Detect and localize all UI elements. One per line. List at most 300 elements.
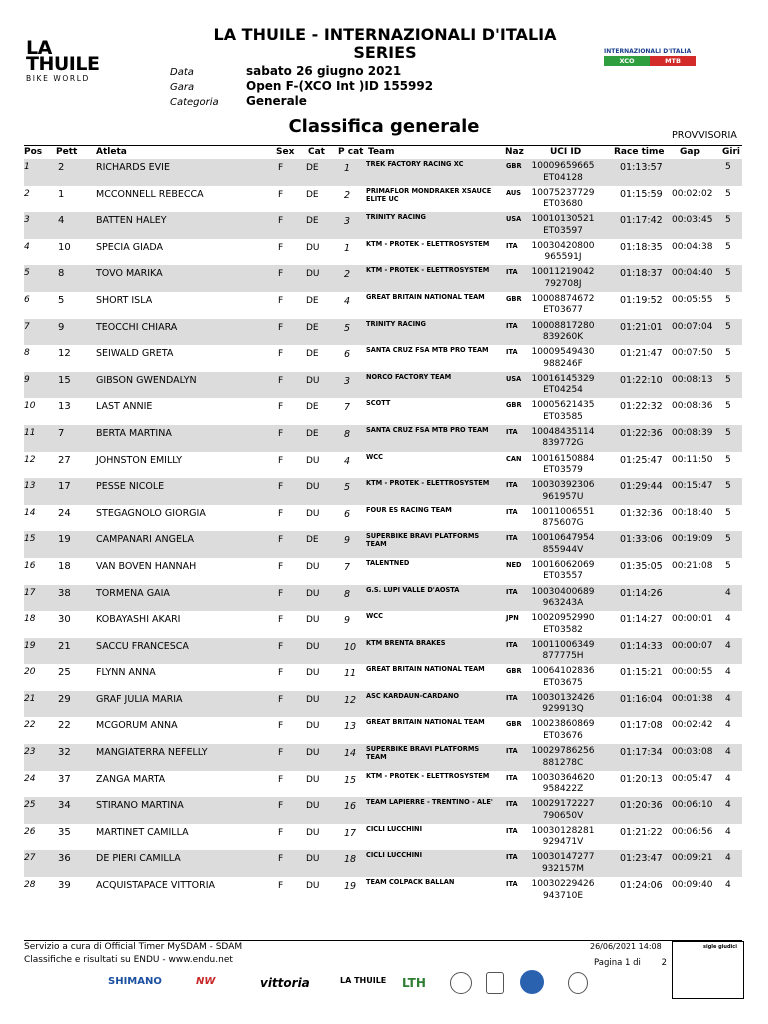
row-pcat: 1	[344, 163, 351, 174]
row-cat: DU	[306, 748, 320, 759]
row-sex: F	[278, 349, 284, 360]
row-nation: ITA	[506, 587, 518, 596]
sponsor-lth: LTH	[402, 976, 426, 990]
row-athlete: BERTA MARTINA	[96, 427, 172, 439]
row-sex: F	[278, 482, 284, 493]
row-gap: 00:04:40	[672, 268, 713, 279]
row-uci-id	[528, 587, 598, 610]
row-nation: GBR	[506, 294, 522, 303]
row-sex: F	[278, 721, 284, 732]
col-pos: Pos	[24, 147, 43, 157]
row-cat: DU	[306, 242, 320, 253]
row-uci-code: 10008817280	[531, 320, 595, 331]
row-sex: F	[278, 641, 284, 652]
row-pcat: 8	[344, 588, 351, 600]
info-label: Gara	[170, 82, 195, 93]
row-race-time: 01:32:36	[620, 507, 663, 519]
col-uci: UCI ID	[550, 147, 582, 157]
row-nation: ITA	[506, 773, 518, 782]
row-athlete: SEIWALD GRETA	[96, 348, 174, 360]
row-cat: DE	[306, 402, 319, 413]
col-pcat: P cat	[338, 147, 364, 157]
row-cat: DU	[306, 694, 320, 705]
sponsor-vittoria: vittoria	[260, 976, 310, 990]
row-pett: 36	[58, 853, 71, 865]
row-pcat: 4	[344, 455, 351, 467]
row-gap: 00:06:56	[672, 826, 713, 837]
row-laps: 4	[725, 853, 731, 864]
row-gap: 00:00:07	[672, 640, 713, 651]
row-pos: 14	[24, 507, 36, 518]
row-team: TRINITY RACING	[366, 319, 426, 328]
row-laps: 5	[725, 162, 731, 172]
row-uci-code: 10010647954	[531, 533, 595, 544]
row-pos: 27	[24, 853, 36, 864]
row-pett: 12	[58, 348, 71, 360]
row-laps: 4	[725, 826, 731, 837]
row-laps: 5	[725, 268, 731, 279]
row-nation: ITA	[506, 693, 518, 702]
row-race-time: 01:21:47	[620, 348, 663, 360]
row-nation: GBR	[506, 162, 522, 170]
row-uci-code: 10011219042	[531, 267, 595, 278]
row-athlete: GIBSON GWENDALYN	[96, 374, 197, 386]
col-cat: Cat	[308, 147, 325, 157]
row-pos: 4	[24, 241, 30, 252]
row-nation: ITA	[506, 640, 518, 649]
row-race-time: 01:20:36	[620, 800, 663, 812]
row-gap: 00:05:55	[672, 294, 713, 305]
row-pcat: 4	[344, 295, 351, 307]
table-row	[24, 638, 742, 665]
row-race-time: 01:22:32	[620, 401, 663, 413]
row-laps: 5	[725, 188, 731, 199]
row-pos: 10	[24, 401, 36, 412]
table-row	[24, 744, 742, 771]
row-laps: 5	[725, 241, 731, 252]
sponsor-emblem-1-icon	[450, 972, 472, 994]
info-label: Data	[170, 67, 194, 78]
row-athlete: MCGORUM ANNA	[96, 720, 178, 732]
row-pos: 20	[24, 667, 36, 678]
row-race-time: 01:17:34	[620, 747, 663, 759]
internazionali-logo-text: INTERNAZIONALI D'ITALIA	[604, 48, 692, 55]
row-laps: 5	[725, 401, 731, 412]
row-sex: F	[278, 508, 284, 519]
row-cat: DE	[306, 216, 319, 227]
row-uci-code: 10030400689	[531, 586, 595, 597]
row-race-time: 01:13:57	[620, 162, 663, 173]
row-cat: DE	[306, 322, 319, 333]
row-laps: 5	[725, 215, 731, 226]
row-uci-code: 10064102836	[531, 666, 595, 677]
row-sex: F	[278, 216, 284, 227]
footer-divider	[24, 940, 742, 941]
row-pos: 7	[24, 321, 30, 332]
row-pcat: 9	[344, 615, 351, 627]
row-nation: AUS	[506, 188, 522, 197]
table-row	[24, 372, 742, 399]
row-uci-id	[528, 773, 598, 796]
row-cat: DU	[306, 588, 320, 599]
table-row	[24, 425, 742, 452]
row-nation: ITA	[506, 826, 518, 835]
row-team: KTM BRENTA BRAKES	[366, 638, 446, 647]
row-team: GREAT BRITAIN NATIONAL TEAM	[366, 292, 485, 301]
table-row	[24, 611, 742, 638]
row-uci-license: 839260K	[542, 332, 584, 343]
row-gap: 00:01:38	[672, 693, 713, 704]
row-uci-license: ET04128	[543, 172, 583, 183]
row-pcat: 17	[344, 827, 357, 839]
row-cat: DU	[306, 827, 320, 838]
row-uci-id	[528, 719, 598, 742]
row-athlete: TORMENA GAIA	[96, 587, 170, 599]
row-uci-id	[528, 613, 598, 636]
row-pett: 25	[58, 667, 71, 679]
row-pcat: 19	[344, 881, 357, 893]
row-pett: 29	[58, 693, 71, 705]
row-pett: 4	[58, 215, 65, 227]
row-uci-license: ET03677	[543, 305, 583, 316]
row-uci-id	[528, 693, 598, 716]
row-pos: 18	[24, 614, 36, 625]
row-gap: 00:08:39	[672, 427, 713, 438]
print-timestamp: 26/06/2021 14:08	[590, 942, 662, 951]
table-row	[24, 691, 742, 718]
table-row	[24, 850, 742, 877]
row-uci-license: 790650V	[542, 810, 584, 821]
row-laps: 4	[725, 587, 731, 598]
row-race-time: 01:33:06	[620, 534, 663, 546]
col-race-time: Race time	[614, 147, 665, 157]
row-nation: ITA	[506, 348, 518, 357]
row-uci-license: 963243A	[542, 598, 584, 608]
row-uci-code: 10023860869	[531, 719, 595, 730]
table-row	[24, 717, 742, 744]
row-sex: F	[278, 455, 284, 466]
page-total: 2	[661, 958, 667, 968]
row-race-time: 01:21:01	[620, 321, 663, 333]
row-laps: 4	[725, 747, 731, 758]
row-pett: 30	[58, 614, 71, 626]
row-uci-id	[528, 400, 598, 423]
row-uci-code: 10075237729	[531, 187, 595, 198]
row-pos: 15	[24, 534, 36, 545]
row-cat: DU	[306, 561, 320, 572]
row-nation: USA	[506, 215, 522, 224]
info-row-race	[170, 79, 433, 95]
table-row	[24, 824, 742, 851]
row-uci-license: 929471V	[542, 837, 584, 848]
row-uci-id	[528, 347, 598, 370]
table-row	[24, 319, 742, 346]
sponsor-emblem-2-icon	[568, 972, 588, 994]
row-uci-code: 10030132426	[531, 692, 595, 703]
row-pcat: 3	[344, 216, 351, 228]
row-uci-id	[528, 188, 598, 211]
col-naz: Naz	[505, 147, 524, 157]
row-uci-id	[528, 294, 598, 317]
row-uci-code: 10029172227	[531, 799, 595, 810]
row-athlete: CAMPANARI ANGELA	[96, 534, 194, 546]
row-uci-license: 881278C	[542, 757, 584, 768]
row-pos: 2	[24, 188, 30, 199]
sponsor-crest-icon	[486, 972, 504, 994]
row-pos: 6	[24, 294, 30, 305]
row-pcat: 10	[344, 641, 357, 653]
row-laps: 4	[725, 800, 731, 811]
status-label: PROVVISORIA	[672, 130, 737, 141]
event-title-line2: SERIES	[353, 43, 417, 62]
row-race-time: 01:15:21	[620, 667, 663, 679]
row-uci-id	[528, 374, 598, 397]
table-row	[24, 531, 742, 558]
col-gap: Gap	[680, 147, 700, 157]
row-pett: 24	[58, 507, 71, 519]
row-cat: DU	[306, 854, 320, 865]
row-nation: GBR	[506, 720, 522, 729]
info-row-date	[170, 64, 401, 80]
row-gap: 00:07:04	[672, 321, 713, 332]
row-uci-code: 10016062069	[531, 559, 595, 570]
row-pett: 7	[58, 427, 65, 439]
sponsor-mtb-school-icon	[520, 970, 544, 994]
table-row	[24, 239, 742, 266]
sponsor-shimano: SHIMANO	[108, 976, 162, 987]
row-athlete: TEOCCHI CHIARA	[96, 321, 178, 333]
row-team: NORCO FACTORY TEAM	[366, 372, 452, 381]
row-laps: 5	[725, 348, 731, 359]
row-pos: 19	[24, 640, 36, 651]
row-nation: ITA	[506, 427, 518, 436]
row-uci-id	[528, 427, 598, 450]
row-uci-code: 10009549430	[531, 347, 595, 358]
sponsor-strip	[100, 970, 600, 1000]
row-sex: F	[278, 295, 284, 306]
table-row	[24, 398, 742, 425]
row-uci-id	[528, 879, 598, 902]
row-sex: F	[278, 402, 284, 413]
event-title: LA THUILE - INTERNAZIONALI D'ITALIA	[213, 25, 557, 44]
row-nation: ITA	[506, 268, 518, 277]
row-cat: DE	[306, 295, 319, 306]
row-uci-id	[528, 454, 598, 477]
row-uci-code: 10030420800	[531, 240, 595, 251]
row-nation: GBR	[506, 667, 522, 676]
row-pos: 17	[24, 587, 36, 598]
row-athlete: STEGAGNOLO GIORGIA	[96, 507, 206, 519]
col-sex: Sex	[276, 147, 295, 157]
row-pos: 1	[24, 162, 30, 172]
table-row	[24, 877, 742, 904]
row-uci-license: 932157M	[541, 863, 585, 874]
row-gap: 00:02:42	[672, 720, 713, 731]
row-pcat: 11	[344, 668, 357, 680]
row-cat: DE	[306, 428, 319, 439]
row-sex: F	[278, 748, 284, 759]
row-uci-id	[528, 640, 598, 663]
row-team: CICLI LUCCHINI	[366, 824, 423, 833]
row-nation: ITA	[506, 880, 518, 889]
row-uci-code: 10030229426	[531, 879, 595, 890]
row-gap: 00:11:50	[672, 454, 713, 465]
row-laps: 5	[725, 454, 731, 465]
row-pcat: 5	[344, 482, 351, 494]
row-gap: 00:09:21	[672, 853, 713, 864]
table-row	[24, 797, 742, 824]
row-pett: 18	[58, 560, 71, 572]
row-gap: 00:18:40	[672, 507, 713, 518]
row-pos: 16	[24, 560, 36, 571]
row-uci-license: 988246F	[543, 358, 583, 369]
row-uci-license: 961957U	[542, 491, 584, 502]
row-pos: 21	[24, 693, 36, 704]
page-indicator	[594, 958, 667, 968]
row-team: TEAM COLPACK BALLAN	[366, 878, 455, 887]
row-uci-license: ET03680	[543, 199, 583, 210]
row-nation: ITA	[506, 800, 518, 809]
row-team: KTM - PROTEK - ELETTROSYSTEM	[366, 479, 490, 488]
row-laps: 4	[725, 693, 731, 704]
row-pett: 5	[58, 294, 65, 306]
mtb-badge: MTB	[650, 56, 696, 66]
row-cat: DU	[306, 774, 320, 785]
row-team: GREAT BRITAIN NATIONAL TEAM	[366, 718, 485, 727]
row-laps: 5	[725, 534, 731, 545]
row-athlete: TOVO MARIKA	[96, 268, 163, 280]
page-label: Pagina 1 di	[594, 958, 641, 968]
table-row	[24, 771, 742, 798]
row-team: SANTA CRUZ FSA MTB PRO TEAM	[366, 425, 489, 434]
row-uci-id	[528, 799, 598, 822]
row-team: TRINITY RACING	[366, 213, 426, 222]
row-laps: 5	[725, 294, 731, 305]
row-uci-license: ET03675	[543, 677, 583, 688]
row-sex: F	[278, 668, 284, 679]
row-gap: 00:05:47	[672, 773, 713, 784]
row-sex: F	[278, 615, 284, 626]
row-uci-license: ET03557	[543, 571, 583, 582]
table-row	[24, 292, 742, 319]
row-uci-id	[528, 214, 598, 237]
table-row	[24, 558, 742, 585]
row-pos: 3	[24, 215, 30, 226]
row-uci-code: 10029786256	[531, 746, 595, 757]
row-pett: 21	[58, 640, 71, 652]
row-pcat: 1	[344, 242, 351, 254]
row-uci-license: 792708J	[544, 278, 582, 289]
row-race-time: 01:18:37	[620, 268, 663, 280]
row-team: CICLI LUCCHINI	[366, 851, 423, 860]
row-laps: 4	[725, 880, 731, 891]
row-pos: 8	[24, 348, 30, 359]
row-team: PRIMAFLOR MONDRAKER XSAUCE ELITE UC	[366, 186, 492, 203]
row-pcat: 16	[344, 801, 357, 813]
row-race-time: 01:18:35	[620, 241, 663, 253]
row-uci-id	[528, 560, 598, 583]
table-row	[24, 452, 742, 479]
table-row	[24, 265, 742, 292]
row-pcat: 8	[344, 428, 351, 440]
row-team: ASC KARDAUN-CARDANO	[366, 691, 459, 700]
row-team: SUPERBIKE BRAVI PLATFORMS TEAM	[366, 745, 480, 762]
row-team: SANTA CRUZ FSA MTB PRO TEAM	[366, 346, 489, 355]
row-nation: ITA	[506, 853, 518, 862]
row-race-time: 01:17:08	[620, 720, 663, 732]
row-nation: NED	[506, 560, 522, 569]
row-cat: DU	[306, 721, 320, 732]
row-athlete: GRAF JULIA MARIA	[96, 693, 183, 705]
row-cat: DU	[306, 269, 320, 280]
row-sex: F	[278, 375, 284, 386]
row-uci-code: 10016145329	[531, 373, 595, 384]
row-cat: DU	[306, 482, 320, 493]
row-gap: 00:07:50	[672, 348, 713, 359]
row-team: SCOTT	[366, 399, 391, 408]
row-uci-code: 10030147277	[531, 852, 595, 863]
row-gap: 00:21:08	[672, 560, 713, 571]
row-uci-code: 10008874672	[531, 293, 595, 304]
row-gap: 00:02:02	[672, 188, 713, 199]
row-uci-license: 855944V	[542, 544, 584, 555]
row-pett: 19	[58, 534, 71, 546]
row-pett: 9	[58, 321, 65, 333]
row-athlete: FLYNN ANNA	[96, 667, 156, 679]
row-team: FOUR ES RACING TEAM	[366, 505, 452, 514]
row-pos: 26	[24, 826, 36, 837]
row-athlete: MARTINET CAMILLA	[96, 826, 189, 838]
results-table	[24, 159, 742, 904]
row-athlete: VAN BOVEN HANNAH	[96, 560, 197, 572]
row-athlete: MCCONNELL REBECCA	[96, 188, 204, 200]
row-pos: 24	[24, 773, 36, 784]
row-uci-license: ET03582	[543, 624, 583, 635]
info-label: Categoria	[170, 97, 219, 108]
row-uci-license: ET03597	[543, 225, 583, 236]
row-uci-license: 965591J	[544, 252, 582, 263]
row-cat: DU	[306, 641, 320, 652]
row-laps: 4	[725, 614, 731, 625]
sponsor-northwave: NW	[196, 976, 216, 987]
row-race-time: 01:22:36	[620, 427, 663, 439]
row-uci-code: 10011006551	[531, 506, 595, 517]
row-nation: GBR	[506, 401, 522, 410]
row-race-time: 01:24:06	[620, 880, 663, 892]
row-pcat: 7	[344, 402, 351, 414]
row-laps: 4	[725, 640, 731, 651]
row-nation: JPN	[506, 614, 519, 623]
row-pett: 27	[58, 454, 71, 466]
row-pos: 11	[24, 427, 36, 438]
la-thuile-logo-subtitle: BIKE WORLD	[26, 74, 90, 83]
table-row	[24, 186, 742, 213]
row-race-time: 01:25:47	[620, 454, 663, 466]
row-cat: DU	[306, 881, 320, 892]
row-nation: USA	[506, 374, 522, 383]
row-team: KTM - PROTEK - ELETTROSYSTEM	[366, 266, 490, 275]
row-nation: ITA	[506, 747, 518, 756]
row-uci-code: 10030392306	[531, 480, 595, 491]
row-pett: 39	[58, 880, 71, 892]
row-athlete: PESSE NICOLE	[96, 481, 165, 493]
row-gap: 00:15:47	[672, 481, 713, 492]
row-race-time: 01:23:47	[620, 853, 663, 865]
col-atleta: Atleta	[96, 147, 127, 157]
row-uci-code: 10020952990	[531, 613, 595, 624]
info-row-category	[170, 94, 307, 110]
row-sex: F	[278, 774, 284, 785]
